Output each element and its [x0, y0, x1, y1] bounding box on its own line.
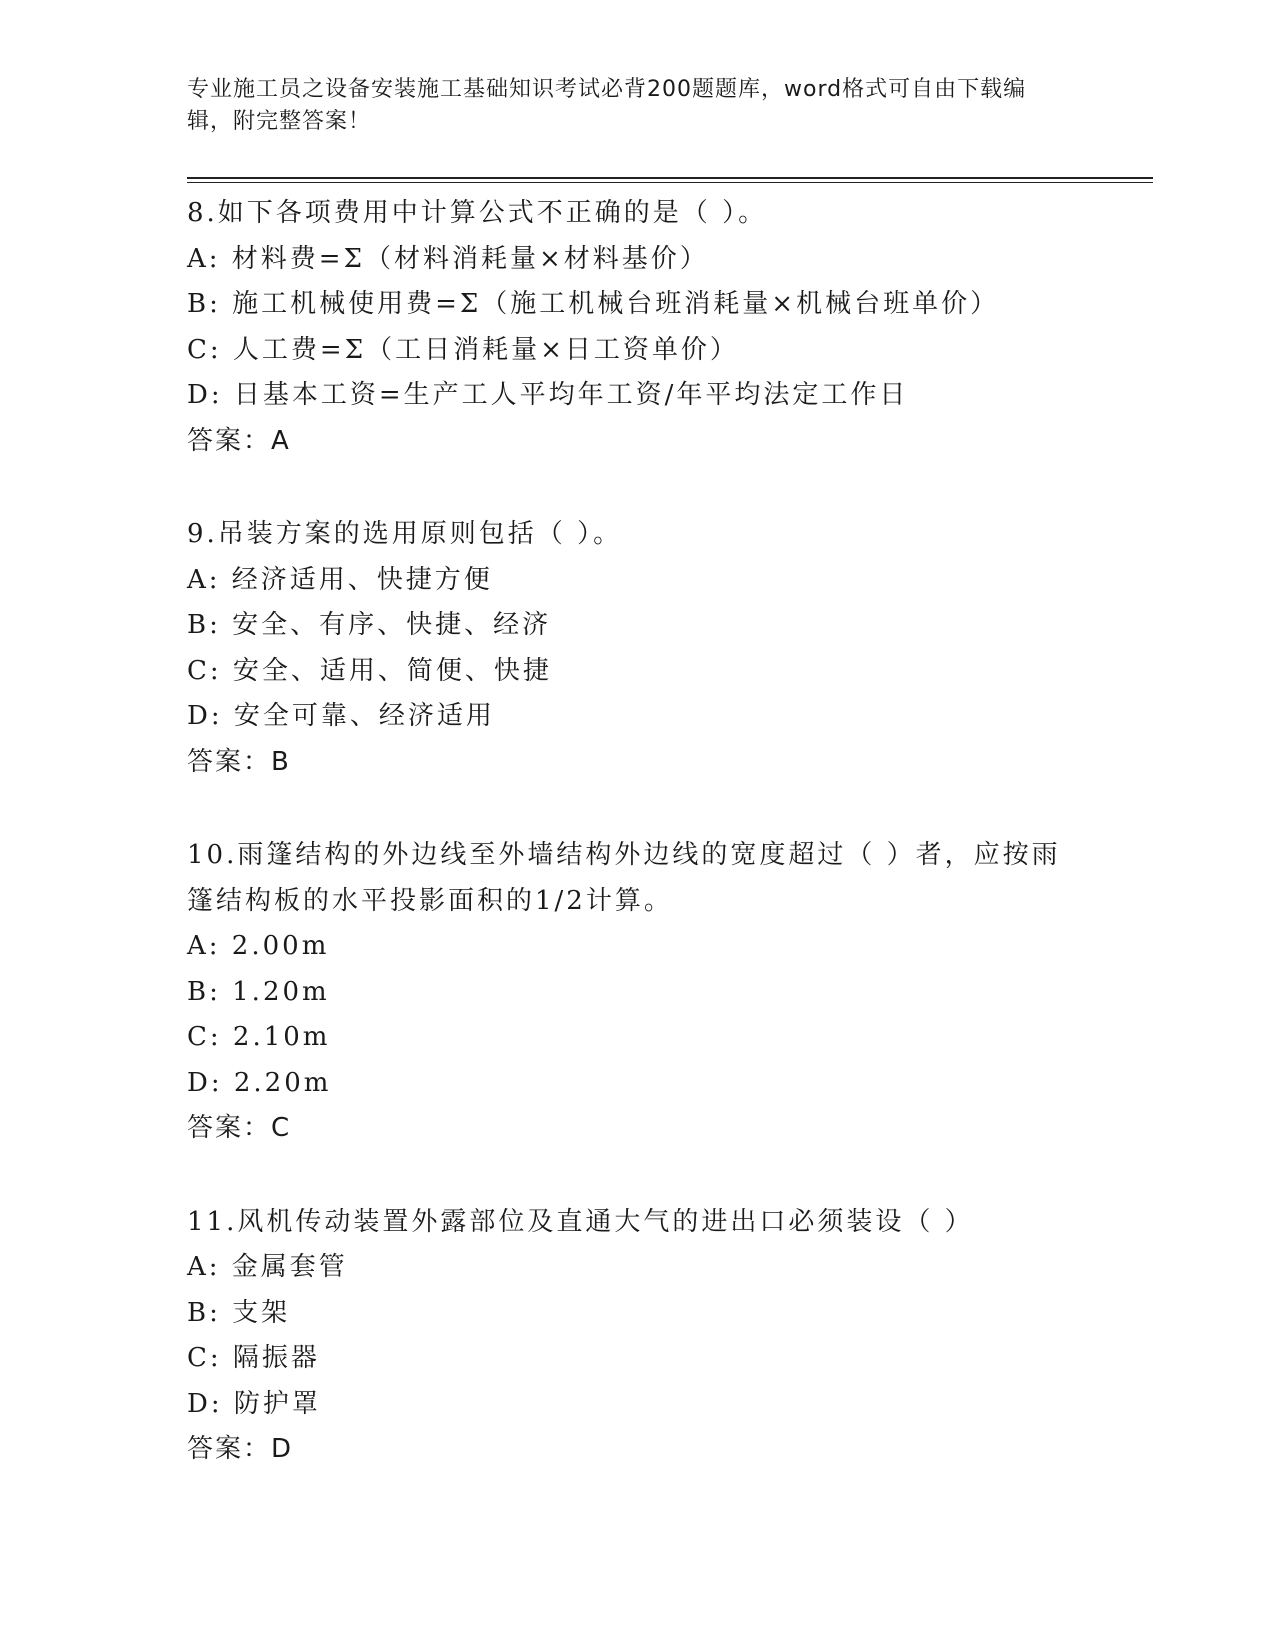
question-item	[187, 1200, 1087, 1473]
option-d: D: 安全可靠、经济适用	[187, 701, 495, 731]
question-stem: 8.如下各项费用中计算公式不正确的是（ ）。	[187, 198, 768, 228]
option-c: C: 安全、适用、简便、快捷	[187, 655, 552, 686]
option-c: C: 人工费=Σ（工日消耗量×日工资单价）	[187, 334, 739, 365]
question-stem: 11.风机传动装置外露部位及直通大气的进出口必须装设（ ）	[187, 1206, 974, 1237]
question-item	[187, 512, 1087, 785]
document-header: 专业施工员之设备安装施工基础知识考试必背200题题库，word格式可自由下载编辑，附完整答案！	[187, 77, 1027, 134]
option-a: A: 金属套管	[187, 1252, 348, 1282]
option-c: C: 2.10m	[187, 1022, 331, 1052]
question-stem: 10.雨篷结构的外边线至外墙结构外边线的宽度超过（ ）者，应按雨篷结构板的水平投影面积的1/2计算。	[187, 840, 1061, 916]
option-d: D: 日基本工资=生产工人平均年工资/年平均法定工作日	[187, 380, 909, 410]
header-divider	[187, 177, 1153, 179]
option-b: B: 施工机械使用费=Σ（施工机械台班消耗量×机械台班单价）	[187, 289, 1000, 319]
answer-line: 答案：B	[187, 746, 291, 777]
header-divider-thin	[187, 182, 1153, 183]
question-item	[187, 833, 1087, 1152]
answer-line: 答案：D	[187, 1434, 294, 1464]
question-item	[187, 191, 1087, 464]
option-b: B: 支架	[187, 1297, 291, 1328]
option-d: D: 2.20m	[187, 1067, 332, 1098]
answer-line: 答案：C	[187, 1113, 292, 1143]
option-a: A: 经济适用、快捷方便	[187, 564, 493, 595]
option-d: D: 防护罩	[187, 1388, 321, 1419]
question-stem: 9.吊装方案的选用原则包括（ ）。	[187, 519, 623, 549]
option-b: B: 1.20m	[187, 976, 330, 1007]
question-list	[187, 191, 1087, 1521]
answer-line: 答案：A	[187, 425, 291, 456]
option-b: B: 安全、有序、快捷、经济	[187, 610, 552, 640]
option-a: A: 材料费=Σ（材料消耗量×材料基价）	[187, 243, 709, 274]
option-c: C: 隔振器	[187, 1343, 320, 1373]
option-a: A: 2.00m	[187, 931, 330, 961]
